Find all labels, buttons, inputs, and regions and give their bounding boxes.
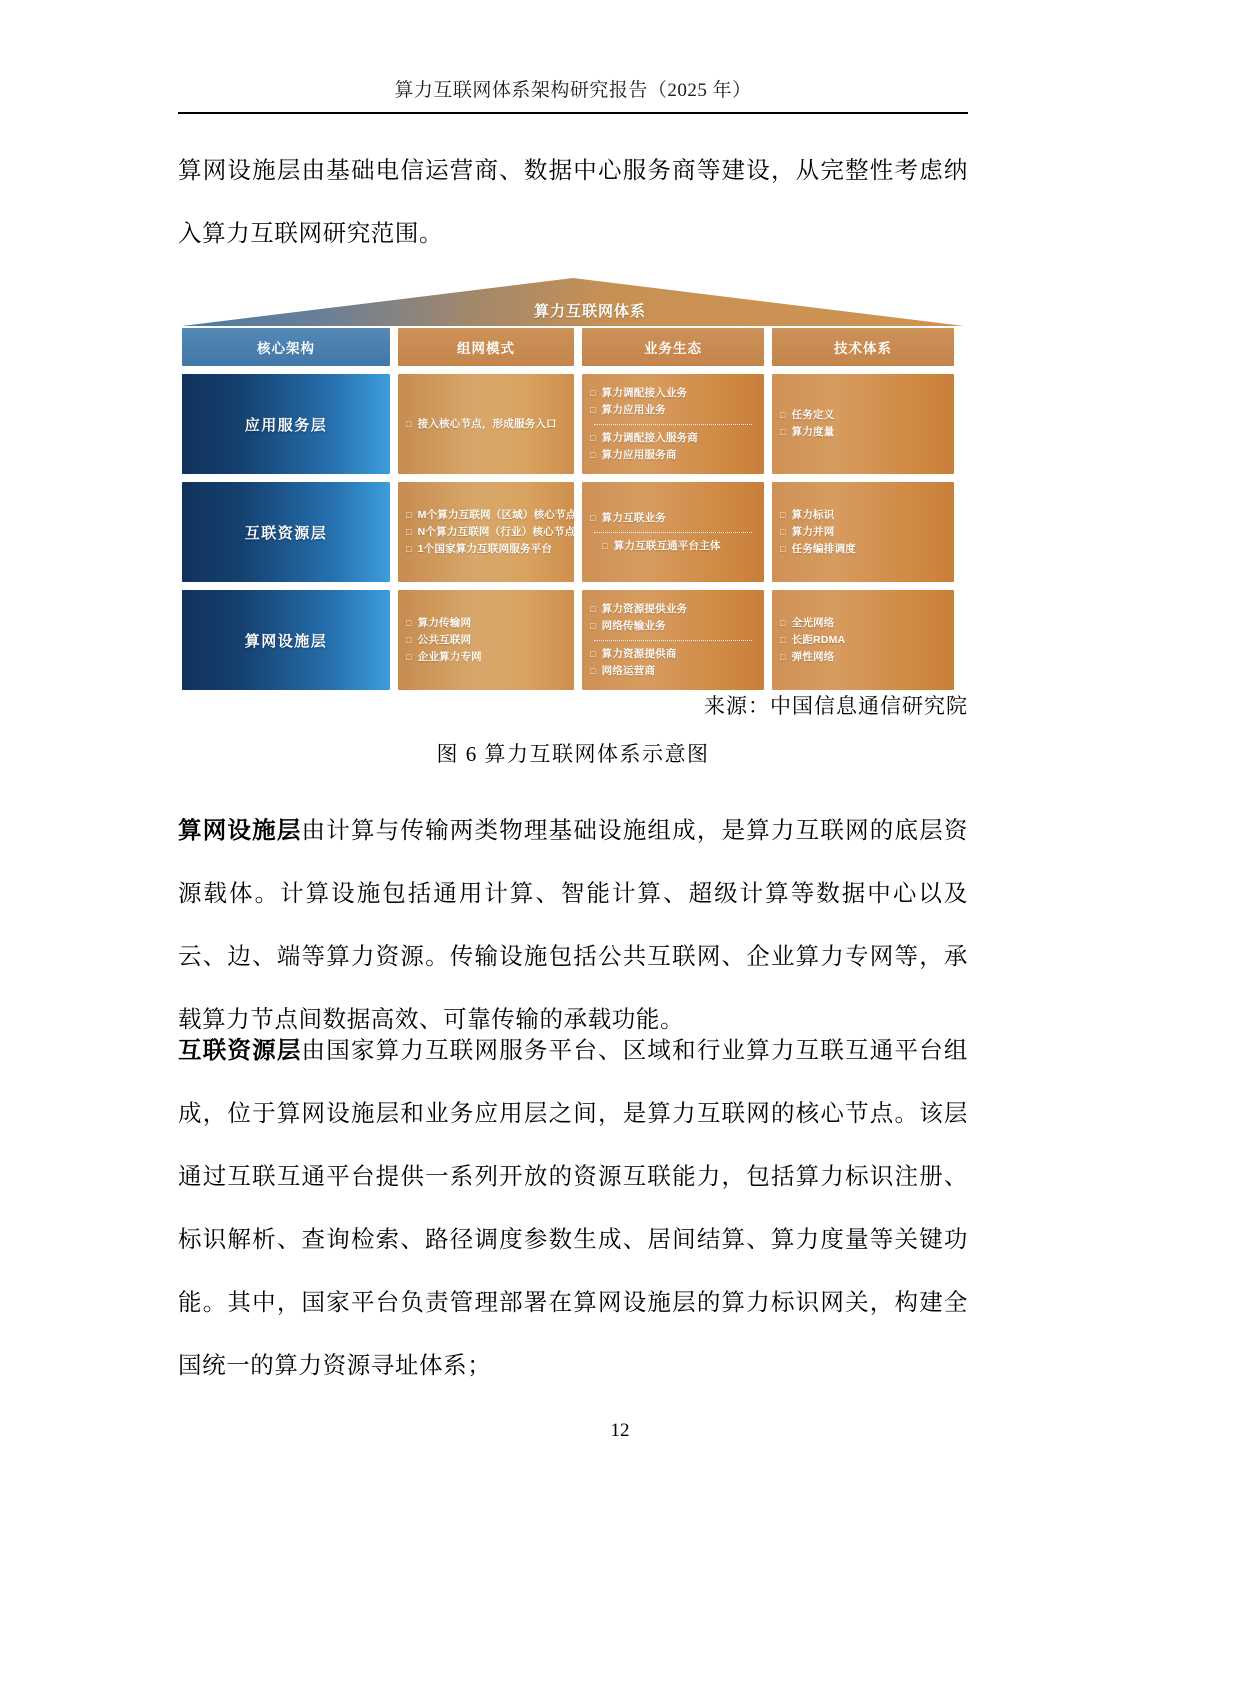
- square-bullet-icon: □: [590, 620, 596, 631]
- square-bullet-icon: □: [590, 449, 596, 460]
- paragraph-3: [178, 1020, 968, 1398]
- bullet-label: 弹性网络: [791, 650, 835, 663]
- layer-label: 应用服务层: [244, 416, 328, 434]
- paragraph-2-body: 由计算与传输两类物理基础设施组成，是算力互联网的底层资源载体。计算设施包括通用计算、智能计算、超级计算等数据中心以及云、边、端等算力资源。传输设施包括公共互联网、企业算力专网等，承载算力节点间数据高效、可靠传输的承载功能。: [178, 818, 969, 1033]
- square-bullet-icon: □: [406, 526, 412, 537]
- column-header-label: 技术体系: [834, 341, 892, 356]
- bullet-list: [590, 601, 756, 680]
- bullet-label: 网络传输业务: [601, 619, 666, 632]
- bullet-group: [590, 538, 756, 555]
- bullet-item: [590, 447, 756, 464]
- bullet-label: 算力调配接入服务商: [601, 431, 698, 444]
- bullet-item: [590, 618, 756, 635]
- bullet-group: [590, 510, 756, 527]
- bullet-group: [590, 601, 756, 635]
- square-bullet-icon: □: [780, 634, 786, 645]
- business-cell: [582, 590, 764, 690]
- bullet-label: 算力调配接入业务: [601, 386, 688, 399]
- bullet-label: 算力互联互通平台主体: [613, 539, 721, 552]
- bullet-label: 算力互联业务: [601, 511, 666, 524]
- bullet-item: [590, 663, 756, 680]
- bullet-group: [406, 507, 577, 558]
- bullet-label: 企业算力专网: [417, 650, 482, 663]
- bullet-list: [590, 510, 756, 555]
- running-header: [178, 78, 968, 104]
- layer-row-interconnect-resource: [182, 482, 964, 582]
- square-bullet-icon: □: [602, 540, 608, 551]
- bullet-group-separator: [594, 640, 752, 641]
- business-cell: [582, 482, 764, 582]
- square-bullet-icon: □: [590, 432, 596, 443]
- bullet-item: [406, 649, 566, 666]
- bullet-item: [780, 615, 946, 632]
- column-header-row: [182, 328, 964, 366]
- square-bullet-icon: □: [780, 410, 786, 420]
- bullet-group: [590, 385, 756, 419]
- paragraph-3-body: 由国家算力互联网服务平台、区域和行业算力互联互通平台组成，位于算网设施层和业务应用层之间，是算力互联网的核心节点。该层通过互联互通平台提供一系列开放的资源互联能力，包括算力标识注册、标识解析、查询检索、路径调度参数生成、居间结算、算力度量等关键功能。其中，国家平台负责管理部署在算网设施层的算力标识网关，构建全国统一的算力资源寻址体系；: [178, 1038, 969, 1379]
- bullet-item: [406, 524, 576, 541]
- networking-cell: [398, 590, 574, 690]
- square-bullet-icon: □: [590, 387, 596, 398]
- bullet-group-separator: [594, 424, 752, 425]
- bullet-item: [590, 646, 756, 663]
- bullet-item: [590, 385, 756, 402]
- bullet-label: 任务定义: [791, 409, 835, 421]
- header-rule: [178, 112, 968, 114]
- column-header-networking-mode: [398, 328, 574, 366]
- bullet-group: [406, 615, 566, 666]
- paragraph-2: [178, 800, 968, 1052]
- bullet-label: 全光网络: [791, 616, 835, 629]
- square-bullet-icon: □: [406, 509, 412, 520]
- square-bullet-icon: □: [406, 418, 412, 429]
- square-bullet-icon: □: [780, 509, 786, 520]
- bullet-item: [780, 407, 946, 424]
- bullet-group: [780, 507, 946, 558]
- square-bullet-icon: □: [590, 404, 596, 415]
- bullet-label: M个算力互联网（区域）核心节点: [417, 508, 577, 521]
- architecture-grid: [182, 328, 964, 698]
- bullet-item: [780, 424, 946, 441]
- bullet-label: 1个国家算力互联网服务平台: [417, 542, 553, 555]
- bullet-item: [590, 510, 756, 527]
- column-header-technology-system: [772, 328, 954, 366]
- layer-row-compute-network-infrastructure: [182, 590, 964, 690]
- bullet-label: 算力标识: [791, 508, 835, 521]
- column-header-label: 组网模式: [457, 341, 515, 356]
- bullet-item: [590, 601, 756, 618]
- square-bullet-icon: □: [590, 512, 596, 523]
- bullet-label: 算力应用服务商: [601, 448, 677, 461]
- layer-name-cell: [182, 590, 390, 690]
- page-number: 12: [610, 1420, 630, 1441]
- bullet-item: [780, 541, 946, 558]
- bullet-item: [780, 632, 946, 649]
- square-bullet-icon: □: [590, 665, 596, 676]
- header-title: 算力互联网体系架构研究报告（2025 年）: [394, 80, 752, 101]
- square-bullet-icon: □: [406, 634, 412, 645]
- square-bullet-icon: □: [780, 427, 786, 437]
- bullet-label: 算力应用业务: [601, 403, 666, 416]
- figure-caption: 图 6 算力互联网体系示意图: [436, 742, 710, 766]
- square-bullet-icon: □: [406, 651, 412, 662]
- layer-label: 算网设施层: [244, 632, 328, 650]
- bullet-label: 算力资源提供业务: [601, 602, 688, 615]
- bullet-group: [590, 646, 756, 680]
- square-bullet-icon: □: [780, 617, 786, 628]
- bullet-item: [406, 615, 566, 632]
- networking-cell: [398, 482, 577, 582]
- bullet-list: [406, 507, 577, 558]
- bullet-group-separator: [594, 532, 752, 533]
- paragraph-2-lead: 算网设施层: [178, 818, 302, 844]
- bullet-list: [406, 615, 566, 666]
- column-header-core-architecture: [182, 328, 390, 366]
- bullet-list: [406, 416, 566, 433]
- bullet-item: [406, 416, 566, 433]
- square-bullet-icon: □: [406, 617, 412, 628]
- column-header-label: 业务生态: [644, 341, 702, 356]
- bullet-label: 算力并网: [791, 525, 835, 538]
- networking-cell: [398, 374, 574, 474]
- bullet-label: 长距RDMA: [791, 633, 846, 646]
- figure-6-diagram: [182, 276, 964, 676]
- square-bullet-icon: □: [780, 526, 786, 537]
- technology-cell: [772, 482, 954, 582]
- bullet-label: 算力传输网: [417, 616, 472, 629]
- square-bullet-icon: □: [780, 543, 786, 554]
- bullet-list: [780, 507, 946, 558]
- layer-name-cell: [182, 374, 390, 474]
- bullet-label: 算力度量: [791, 426, 835, 438]
- bullet-label: 公共互联网: [417, 633, 472, 646]
- bullet-group: [406, 416, 566, 433]
- bullet-item: [780, 524, 946, 541]
- bullet-list: [780, 407, 946, 441]
- paragraph-3-lead: 互联资源层: [178, 1038, 302, 1064]
- bullet-label: N个算力互联网（行业）核心节点: [417, 525, 576, 538]
- technology-cell: [772, 374, 954, 474]
- bullet-group: [780, 615, 946, 666]
- bullet-group: [590, 430, 756, 464]
- square-bullet-icon: □: [406, 543, 412, 554]
- roof-label: 算力互联网体系: [533, 303, 646, 320]
- layer-row-application-service: [182, 374, 964, 474]
- bullet-item: [406, 507, 577, 524]
- figure-source: 来源：中国信息通信研究院: [704, 694, 968, 718]
- column-header-label: 核心架构: [257, 341, 315, 356]
- layer-name-cell: [182, 482, 390, 582]
- bullet-item: [406, 632, 566, 649]
- bullet-label: 任务编排调度: [791, 542, 856, 555]
- business-cell: [582, 374, 764, 474]
- square-bullet-icon: □: [590, 603, 596, 614]
- bullet-list: [590, 385, 756, 464]
- bullet-group: [780, 407, 946, 441]
- square-bullet-icon: □: [780, 651, 786, 662]
- bullet-label: 网络运营商: [601, 664, 656, 677]
- paragraph-1: 算网设施层由基础电信运营商、数据中心服务商等建设，从完整性考虑纳入算力互联网研究范围。: [178, 158, 968, 247]
- layer-label: 互联资源层: [244, 524, 328, 542]
- bullet-item: [406, 541, 566, 558]
- bullet-item: [590, 538, 756, 555]
- bullet-label: 算力资源提供商: [601, 647, 677, 660]
- column-header-business-ecosystem: [582, 328, 764, 366]
- bullet-item: [590, 402, 756, 419]
- bullet-label: 接入核心节点，形成服务入口: [417, 417, 557, 430]
- square-bullet-icon: □: [590, 648, 596, 659]
- bullet-item: [590, 430, 756, 447]
- roof-shape: [182, 276, 964, 326]
- bullet-item: [780, 649, 946, 666]
- bullet-list: [780, 615, 946, 666]
- technology-cell: [772, 590, 954, 690]
- bullet-item: [780, 507, 946, 524]
